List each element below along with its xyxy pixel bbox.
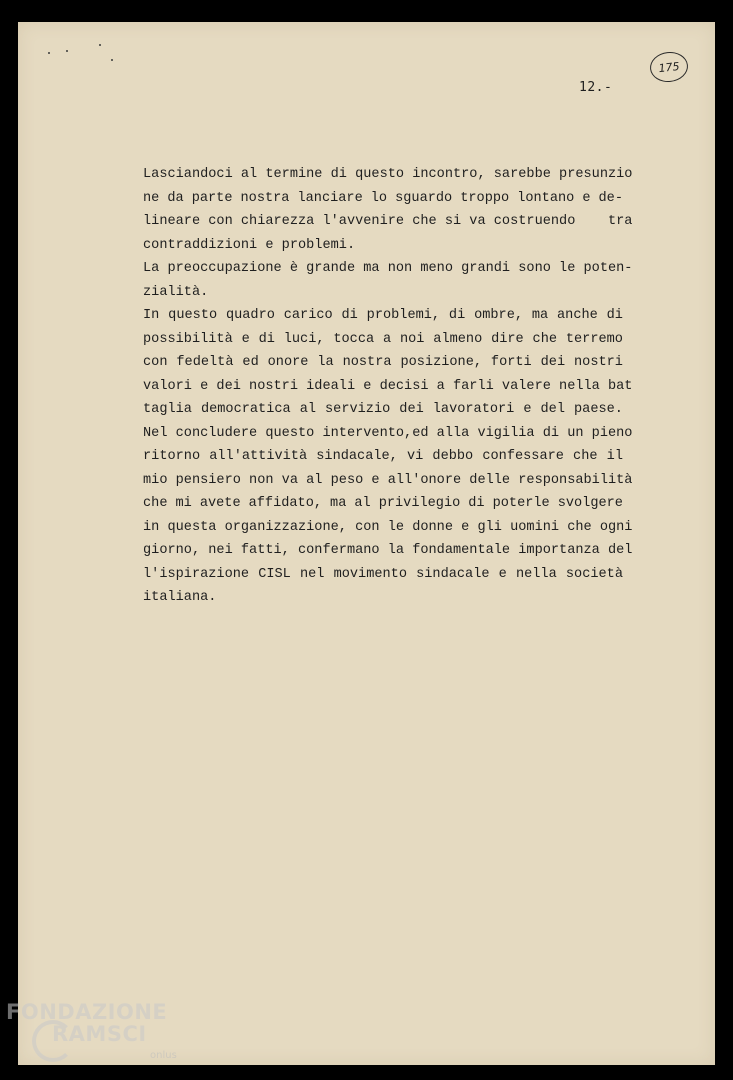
typed-text-body xyxy=(143,163,633,610)
text-line: possibilità e di luci, tocca a noi almeno dire che terremo xyxy=(143,331,623,347)
text-line: zialità. xyxy=(143,284,209,300)
text-line: Lasciandoci al termine di questo incontro, sarebbe presunzio xyxy=(143,167,633,182)
text-line: in questa organizzazione, con le donne e gli uomini che ogni xyxy=(143,519,633,535)
paper-speck xyxy=(99,44,101,46)
paper-speck xyxy=(111,59,113,61)
watermark-suffix: onlus xyxy=(150,1050,177,1061)
text-line: lineare con chiarezza l'avvenire che si va costruendo tra xyxy=(143,214,633,229)
text-line: contraddizioni e problemi. xyxy=(143,237,356,253)
text-line: taglia democratica al servizio dei lavoratori e del paese. xyxy=(143,402,623,417)
paper-speck xyxy=(48,52,50,54)
text-line: Nel concludere questo intervento,ed alla vigilia di un pieno xyxy=(143,425,633,441)
page-number: 12.- xyxy=(579,80,613,95)
text-line: con fedeltà ed onore la nostra posizione, forti dei nostri xyxy=(143,355,623,370)
text-line: valori e dei nostri ideali e decisi a farli valere nella bat xyxy=(143,378,633,394)
watermark-line-1: FONDAZIONE xyxy=(6,1000,168,1024)
text-line: mio pensiero non va al peso e all'onore delle responsabilità xyxy=(143,472,633,488)
text-line: ritorno all'attività sindacale, vi debbo confessare che il xyxy=(143,449,623,464)
archive-number: 175 xyxy=(657,59,681,75)
fondazione-gramsci-watermark xyxy=(4,1000,204,1080)
text-line: che mi avete affidato, ma al privilegio di poterle svolgere xyxy=(143,496,623,511)
text-line: ne da parte nostra lanciare lo sguardo troppo lontano e de- xyxy=(143,190,623,206)
text-line: l'ispirazione CISL nel movimento sindacale e nella società xyxy=(143,566,623,582)
text-line: La preoccupazione è grande ma non meno grandi sono le poten- xyxy=(143,261,633,276)
watermark-line-2: RAMSCI xyxy=(52,1022,147,1046)
text-line: italiana. xyxy=(143,590,217,605)
text-line: In questo quadro carico di problemi, di ombre, ma anche di xyxy=(143,308,623,323)
paper-speck xyxy=(66,50,68,52)
text-line: giorno, nei fatti, confermano la fondamentale importanza del xyxy=(143,543,633,558)
